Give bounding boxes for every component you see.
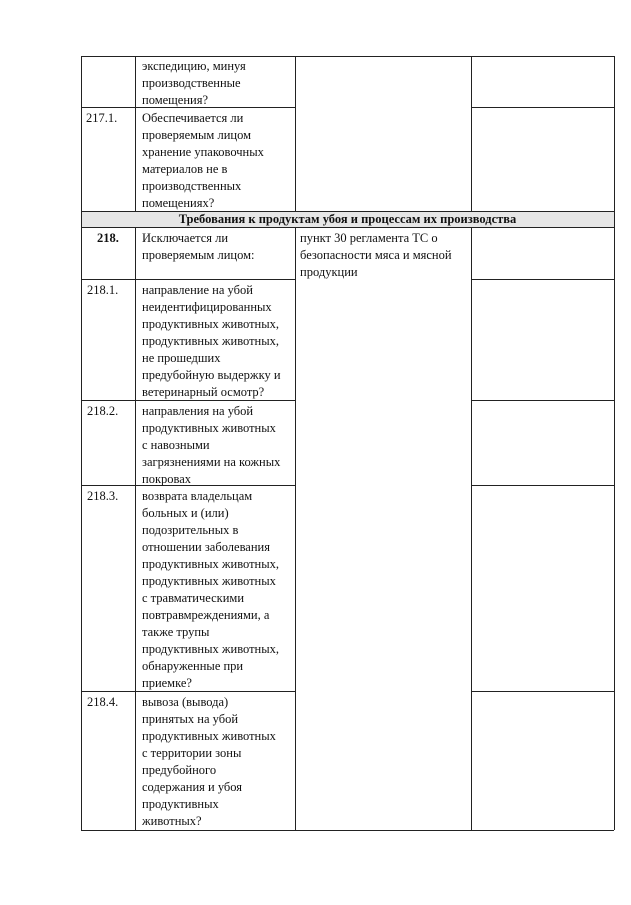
requirement-text: Исключается ли проверяемым лицом: (142, 231, 255, 262)
item-number: 217.1. (86, 111, 118, 125)
item-number: 218.3. (87, 489, 119, 503)
requirement-text: экспедицию, минуя производственные помещения? (142, 59, 246, 107)
requirement-text: направление на убой неидентифицированных продуктивных животных, продуктивных животных, не прошедших предубойную выдержку и ветеринарный осмотр? (142, 283, 281, 399)
col-divider-2b (295, 227, 296, 830)
row-divider (471, 485, 614, 486)
col-divider-3b (471, 227, 472, 830)
item-number: 218.2. (87, 404, 119, 418)
requirement-text: вывоза (вывода) принятых на убой продуктивных животных с территории зоны предубойного содержания и убоя продуктивных животных? (142, 695, 276, 828)
row-divider (471, 691, 614, 692)
row-divider (471, 279, 614, 280)
requirement-text: направления на убой продуктивных животных с навозными загрязнениями на кожных покровах (142, 404, 281, 486)
requirement-text: возврата владельцам больных и (или) подозрительных в отношении заболевания продуктивных животных, продуктивных животных с травматическими повтравмреждениями, а также трупы продуктивных животных, обнаруженные при приемке? (142, 489, 280, 690)
requirement-text: Обеспечивается ли проверяемым лицом хранение упаковочных материалов не в производственных помещениях? (142, 111, 264, 210)
item-number: 218.1. (87, 283, 119, 297)
col-divider-1b (135, 227, 136, 830)
legal-reference: пункт 30 регламента ТС о безопасности мяса и мясной продукции (300, 231, 452, 279)
col-divider-2 (295, 56, 296, 211)
row-divider (471, 400, 614, 401)
table-border-bottom (81, 830, 614, 831)
section-bottom-line (81, 227, 614, 228)
col-divider-3 (471, 56, 472, 211)
col-divider-1 (135, 56, 136, 211)
item-number: 218. (97, 231, 119, 245)
section-title: Требования к продуктам убоя и процессам их производства (178, 212, 517, 226)
row-divider (471, 107, 614, 108)
table-border-right (614, 56, 615, 830)
table-border-top (81, 56, 614, 57)
item-number: 218.4. (87, 695, 119, 709)
table-border-left (81, 56, 82, 830)
row-divider (81, 279, 295, 280)
